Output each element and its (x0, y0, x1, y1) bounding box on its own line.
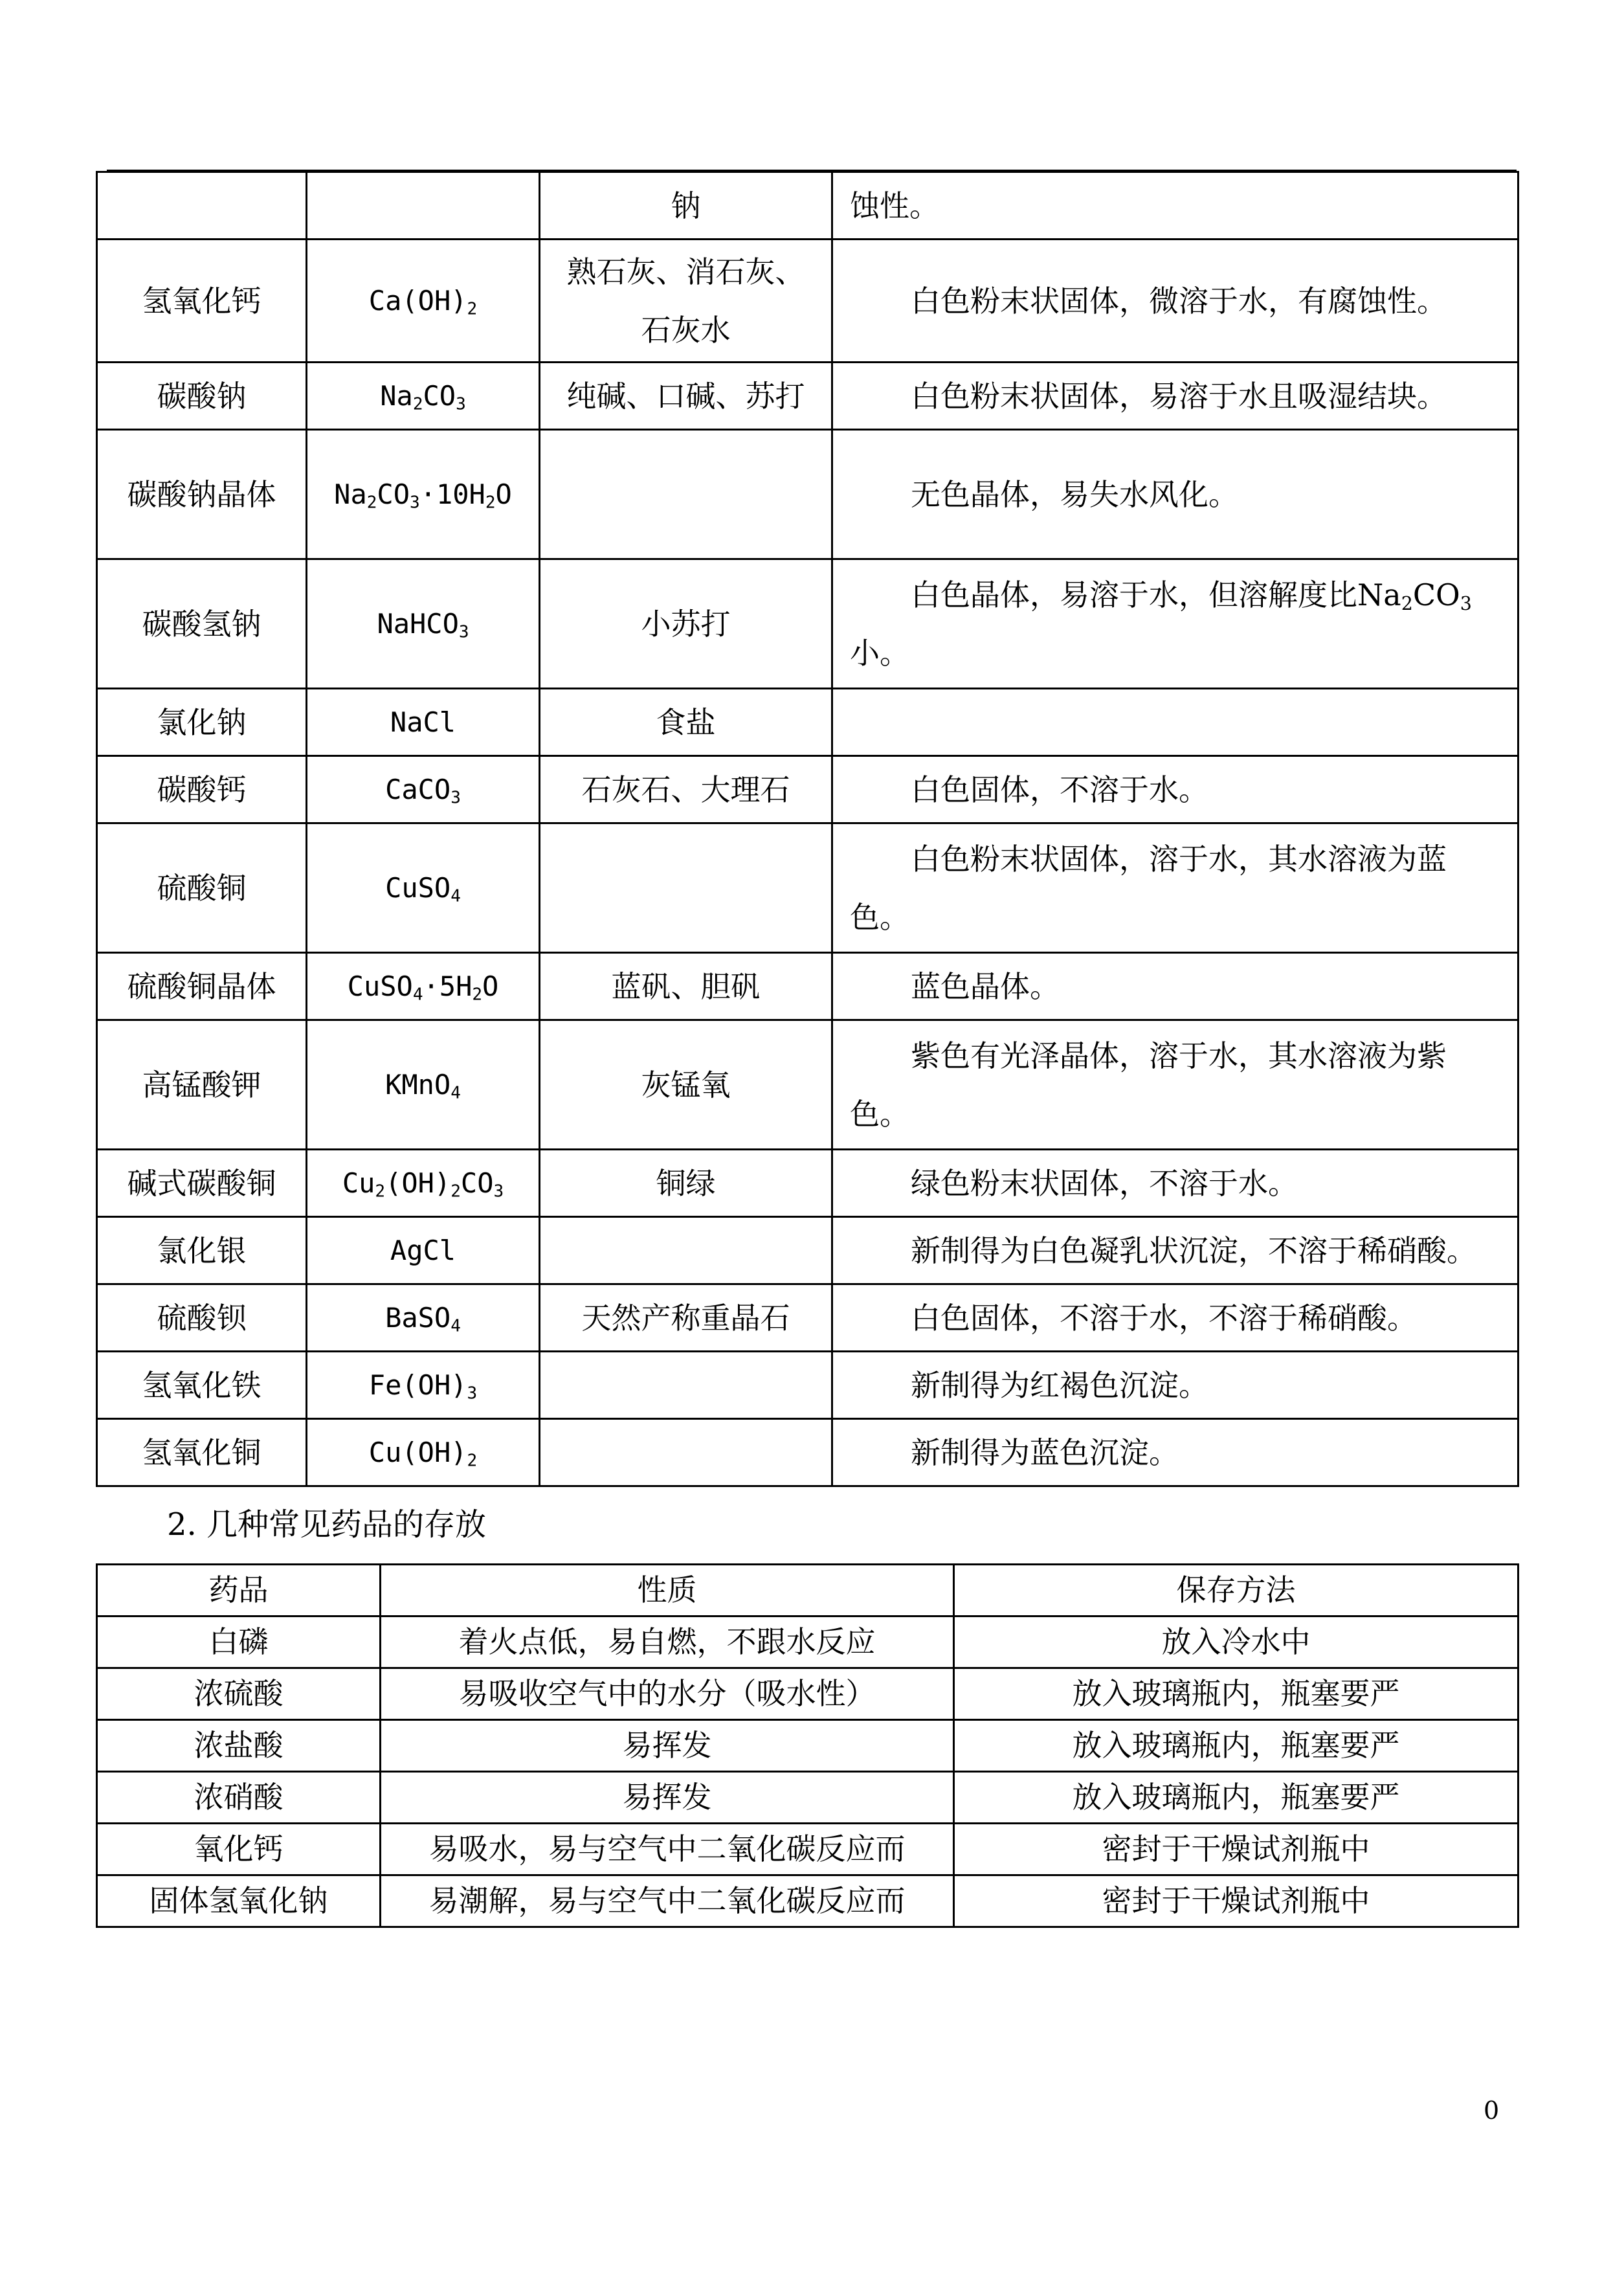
table-row (97, 1720, 1518, 1772)
common-name-cell (540, 1352, 832, 1419)
description-cell: 白色晶体，易溶于水，但溶解度比$Na_2CO_3$小。 (832, 559, 1518, 689)
table-row (97, 1284, 1518, 1352)
table-row (97, 1150, 1518, 1217)
table-row (97, 823, 1518, 953)
description-cell: 白色粉末状固体，微溶于水，有腐蚀性。 (832, 240, 1518, 363)
description-cell: 紫色有光泽晶体，溶于水，其水溶液为紫色。 (832, 1020, 1518, 1150)
table-row (97, 172, 1518, 240)
formula-cell: $Fe(OH)_3$ (307, 1352, 540, 1419)
table-row (97, 559, 1518, 689)
table-row (97, 430, 1518, 559)
description-cell: 无色晶体，易失水风化。 (832, 430, 1518, 559)
table-row (97, 1616, 1518, 1668)
table-row (97, 1668, 1518, 1720)
chemical-name-cell: 氯化银 (97, 1217, 307, 1284)
common-name-cell (540, 1217, 832, 1284)
formula-cell: $Na_2CO_3$ (307, 363, 540, 430)
chemical-name-cell: 氯化钠 (97, 689, 307, 756)
description-cell: 蚀性。 (832, 172, 1518, 240)
property-cell: 易吸水，易与空气中二氧化碳反应而 (381, 1824, 954, 1875)
table-row (97, 1217, 1518, 1284)
storage-method-cell: 放入冷水中 (954, 1616, 1518, 1668)
formula-cell: $CuSO_4\cdot 5H_2O$ (307, 953, 540, 1020)
chemical-name-cell: 高锰酸钾 (97, 1020, 307, 1150)
drug-cell: 浓盐酸 (97, 1720, 381, 1772)
formula-cell: $Cu_2(OH)_2CO_3$ (307, 1150, 540, 1217)
drug-cell: 浓硝酸 (97, 1772, 381, 1824)
drug-cell: 浓硫酸 (97, 1668, 381, 1720)
description-cell: 绿色粉末状固体，不溶于水。 (832, 1150, 1518, 1217)
table-row (97, 1772, 1518, 1824)
chemical-name-cell: 碳酸钠 (97, 363, 307, 430)
chemical-name-cell: 碳酸钙 (97, 756, 307, 823)
chemical-name-cell (97, 172, 307, 240)
common-name-cell: 铜绿 (540, 1150, 832, 1217)
table-row (97, 953, 1518, 1020)
common-name-cell: 食盐 (540, 689, 832, 756)
common-name-cell: 蓝矾、胆矾 (540, 953, 832, 1020)
formula-cell: CuSO$_4$ (307, 823, 540, 953)
common-name-cell: 天然产称重晶石 (540, 1284, 832, 1352)
table-row (97, 240, 1518, 363)
common-name-cell: 纯碱、口碱、苏打 (540, 363, 832, 430)
table-row (97, 689, 1518, 756)
chemical-name-cell: 碳酸钠晶体 (97, 430, 307, 559)
chemical-name-cell: 碳酸氢钠 (97, 559, 307, 689)
formula-cell: $Ca(OH)_2$ (307, 240, 540, 363)
table-row (97, 363, 1518, 430)
common-name-cell: 石灰石、大理石 (540, 756, 832, 823)
table-row (97, 1419, 1518, 1486)
common-name-cell: 小苏打 (540, 559, 832, 689)
table-row (97, 1824, 1518, 1875)
formula-cell: NaCl (307, 689, 540, 756)
chemical-name-cell: 碱式碳酸铜 (97, 1150, 307, 1217)
formula-cell: KMnO$_4$ (307, 1020, 540, 1150)
chemicals-table (96, 171, 1519, 1487)
chemical-name-cell: 氢氧化铁 (97, 1352, 307, 1419)
common-name-cell (540, 823, 832, 953)
table-row (97, 1020, 1518, 1150)
storage-method-cell: 放入玻璃瓶内，瓶塞要严 (954, 1772, 1518, 1824)
description-cell: 白色固体，不溶于水。 (832, 756, 1518, 823)
table-row (97, 1352, 1518, 1419)
drug-cell: 固体氢氧化钠 (97, 1875, 381, 1927)
drug-cell: 白磷 (97, 1616, 381, 1668)
formula-cell (307, 172, 540, 240)
chemical-name-cell: 氢氧化铜 (97, 1419, 307, 1486)
description-cell: 新制得为白色凝乳状沉淀，不溶于稀硝酸。 (832, 1217, 1518, 1284)
common-name-cell (540, 1419, 832, 1486)
common-name-cell: 熟石灰、消石灰、石灰水 (540, 240, 832, 363)
description-cell: 白色粉末状固体，易溶于水且吸湿结块。 (832, 363, 1518, 430)
description-cell: 蓝色晶体。 (832, 953, 1518, 1020)
header-cell: 药品 (97, 1565, 381, 1616)
section-heading: 2. 几种常见药品的存放 (167, 1506, 487, 1543)
common-name-cell: 灰锰氧 (540, 1020, 832, 1150)
header-cell: 性质 (381, 1565, 954, 1616)
table-row (97, 756, 1518, 823)
chemical-name-cell: 硫酸铜晶体 (97, 953, 307, 1020)
property-cell: 易吸收空气中的水分（吸水性） (381, 1668, 954, 1720)
storage-method-cell: 密封于干燥试剂瓶中 (954, 1875, 1518, 1927)
property-cell: 易潮解，易与空气中二氧化碳反应而 (381, 1875, 954, 1927)
property-cell: 易挥发 (381, 1772, 954, 1824)
formula-cell: CaCO$_3$ (307, 756, 540, 823)
property-cell: 着火点低，易自燃，不跟水反应 (381, 1616, 954, 1668)
chemical-name-cell: 硫酸铜 (97, 823, 307, 953)
common-name-cell (540, 430, 832, 559)
table-header-row (97, 1565, 1518, 1616)
formula-cell: $Cu(OH)_2$ (307, 1419, 540, 1486)
header-cell: 保存方法 (954, 1565, 1518, 1616)
table-row (97, 1875, 1518, 1927)
storage-table (96, 1563, 1519, 1928)
formula-cell: NaHCO$_3$ (307, 559, 540, 689)
drug-cell: 氧化钙 (97, 1824, 381, 1875)
storage-method-cell: 放入玻璃瓶内，瓶塞要严 (954, 1720, 1518, 1772)
description-cell: 白色粉末状固体，溶于水，其水溶液为蓝色。 (832, 823, 1518, 953)
storage-method-cell: 密封于干燥试剂瓶中 (954, 1824, 1518, 1875)
chemical-name-cell: 硫酸钡 (97, 1284, 307, 1352)
property-cell: 易挥发 (381, 1720, 954, 1772)
description-cell (832, 689, 1518, 756)
formula-cell: BaSO$_4$ (307, 1284, 540, 1352)
description-cell: 新制得为红褐色沉淀。 (832, 1352, 1518, 1419)
description-cell: 新制得为蓝色沉淀。 (832, 1419, 1518, 1486)
description-cell: 白色固体，不溶于水，不溶于稀硝酸。 (832, 1284, 1518, 1352)
chemical-name-cell: 氢氧化钙 (97, 240, 307, 363)
storage-method-cell: 放入玻璃瓶内，瓶塞要严 (954, 1668, 1518, 1720)
formula-cell: $Na_2CO_3\cdot 10H_2O$ (307, 430, 540, 559)
formula-cell: AgCl (307, 1217, 540, 1284)
common-name-cell: 钠 (540, 172, 832, 240)
page-number: 0 (1484, 2096, 1500, 2125)
